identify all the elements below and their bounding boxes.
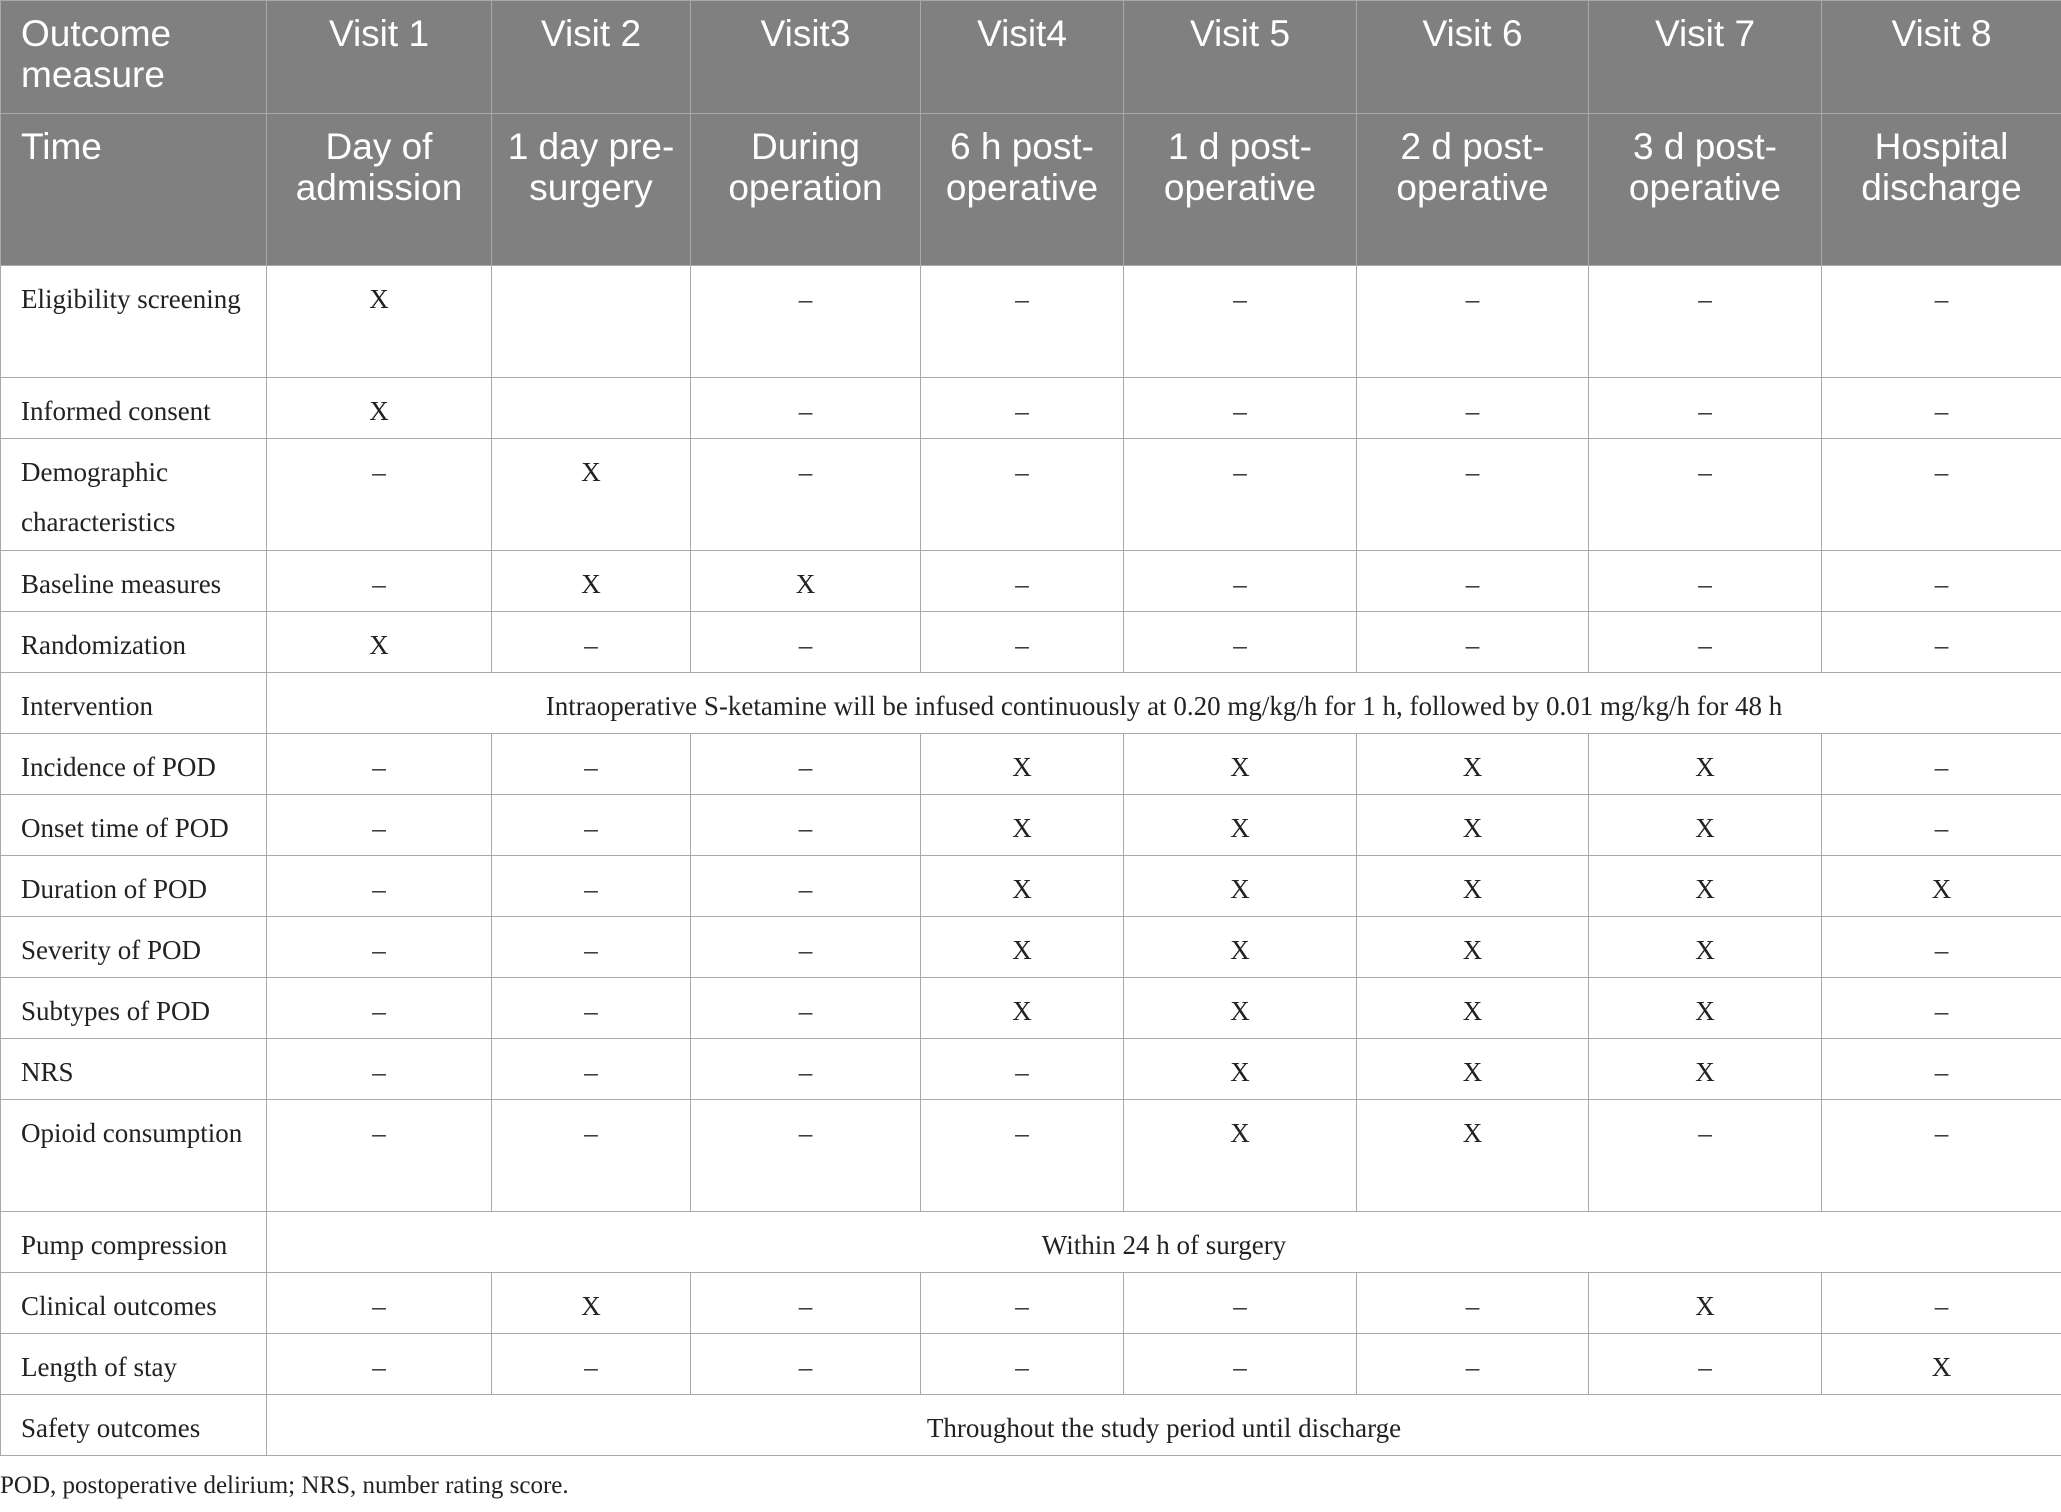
schedule-cell: – <box>921 1039 1124 1100</box>
schedule-cell: – <box>492 1039 691 1100</box>
schedule-cell: – <box>691 266 921 378</box>
schedule-cell: – <box>921 1100 1124 1212</box>
schedule-cell: – <box>691 1273 921 1334</box>
schedule-cell: X <box>1124 1039 1357 1100</box>
schedule-cell: – <box>1822 439 2061 551</box>
schedule-cell: – <box>921 378 1124 439</box>
schedule-cell: – <box>492 978 691 1039</box>
table-row <box>1 612 2061 673</box>
schedule-cell: – <box>1822 734 2061 795</box>
schedule-cell: X <box>267 612 492 673</box>
schedule-cell: X <box>1124 856 1357 917</box>
schedule-cell: – <box>691 978 921 1039</box>
schedule-cell: X <box>921 856 1124 917</box>
schedule-cell <box>492 378 691 439</box>
schedule-cell: – <box>492 612 691 673</box>
schedule-cell: – <box>1822 1039 2061 1100</box>
schedule-cell: – <box>267 795 492 856</box>
schedule-cell: X <box>1357 856 1589 917</box>
header-time: Time <box>1 114 267 266</box>
row-label: Severity of POD <box>1 917 267 978</box>
schedule-cell: – <box>267 917 492 978</box>
table-row <box>1 795 2061 856</box>
table-row <box>1 856 2061 917</box>
schedule-cell: – <box>1822 1100 2061 1212</box>
table-row <box>1 1334 2061 1395</box>
schedule-cell: – <box>1589 612 1822 673</box>
schedule-cell: – <box>267 734 492 795</box>
header-time-point: Hospital discharge <box>1822 114 2061 266</box>
header-time-point: Day of admission <box>267 114 492 266</box>
schedule-cell: X <box>1124 734 1357 795</box>
schedule-cell: X <box>1589 856 1822 917</box>
table-row <box>1 1395 2061 1456</box>
schedule-cell: X <box>1124 795 1357 856</box>
table-row <box>1 378 2061 439</box>
schedule-cell: X <box>921 978 1124 1039</box>
header-visit: Visit 1 <box>267 1 492 114</box>
table-row <box>1 734 2061 795</box>
schedule-cell: – <box>691 795 921 856</box>
header-time-point: 2 d post-operative <box>1357 114 1589 266</box>
schedule-cell: X <box>1357 734 1589 795</box>
schedule-cell: – <box>267 1273 492 1334</box>
header-outcome-measure: Outcome measure <box>1 1 267 114</box>
header-visit: Visit3 <box>691 1 921 114</box>
header-time-point: 6 h post-operative <box>921 114 1124 266</box>
schedule-cell: – <box>691 856 921 917</box>
row-label: Clinical outcomes <box>1 1273 267 1334</box>
schedule-cell: X <box>1124 1100 1357 1212</box>
schedule-cell: – <box>492 856 691 917</box>
schedule-cell: – <box>1124 612 1357 673</box>
schedule-cell: – <box>921 439 1124 551</box>
schedule-cell: – <box>492 795 691 856</box>
row-label: Length of stay <box>1 1334 267 1395</box>
header-visit: Visit 8 <box>1822 1 2061 114</box>
schedule-cell: X <box>267 378 492 439</box>
table-footnote: POD, postoperative delirium; NRS, number rating score. <box>0 1472 569 1499</box>
schedule-cell: – <box>1124 1334 1357 1395</box>
schedule-cell: – <box>1357 612 1589 673</box>
schedule-cell: – <box>1357 1334 1589 1395</box>
row-label: NRS <box>1 1039 267 1100</box>
schedule-cell: – <box>1822 1273 2061 1334</box>
schedule-body <box>1 266 2061 1456</box>
table-row <box>1 673 2061 734</box>
schedule-cell: – <box>1822 978 2061 1039</box>
header-visit: Visit 5 <box>1124 1 1357 114</box>
schedule-cell: – <box>691 1100 921 1212</box>
header-time-point: During operation <box>691 114 921 266</box>
schedule-cell: X <box>921 917 1124 978</box>
schedule-cell: – <box>921 266 1124 378</box>
schedule-cell: – <box>267 856 492 917</box>
schedule-cell: – <box>267 1334 492 1395</box>
schedule-cell: – <box>691 1334 921 1395</box>
schedule-cell: – <box>921 551 1124 612</box>
schedule-cell: – <box>267 978 492 1039</box>
header-visit: Visit 2 <box>492 1 691 114</box>
schedule-cell: X <box>492 439 691 551</box>
schedule-cell: – <box>267 439 492 551</box>
schedule-cell: – <box>1124 378 1357 439</box>
schedule-cell: X <box>492 1273 691 1334</box>
schedule-cell: – <box>1357 266 1589 378</box>
schedule-cell: X <box>691 551 921 612</box>
schedule-cell: – <box>691 439 921 551</box>
row-label: Eligibility screening <box>1 266 267 378</box>
header-time-point: 1 day pre-surgery <box>492 114 691 266</box>
schedule-cell: X <box>1589 1273 1822 1334</box>
schedule-cell: – <box>1822 266 2061 378</box>
row-label: Intervention <box>1 673 267 734</box>
schedule-cell: – <box>691 734 921 795</box>
schedule-cell: X <box>267 266 492 378</box>
row-label: Pump compression <box>1 1212 267 1273</box>
schedule-cell: X <box>1589 1039 1822 1100</box>
schedule-cell: – <box>691 378 921 439</box>
schedule-cell: – <box>921 612 1124 673</box>
schedule-cell: X <box>492 551 691 612</box>
schedule-cell: – <box>1822 612 2061 673</box>
schedule-cell: – <box>691 1039 921 1100</box>
schedule-cell: – <box>1357 439 1589 551</box>
schedule-cell <box>492 266 691 378</box>
table-row <box>1 1039 2061 1100</box>
table-row <box>1 1100 2061 1212</box>
schedule-cell: – <box>1822 917 2061 978</box>
schedule-cell: – <box>1589 1100 1822 1212</box>
schedule-cell: X <box>921 734 1124 795</box>
table-row <box>1 266 2061 378</box>
row-label: Baseline measures <box>1 551 267 612</box>
spanning-cell: Within 24 h of surgery <box>267 1212 2061 1273</box>
schedule-cell: X <box>1124 978 1357 1039</box>
schedule-cell: – <box>492 917 691 978</box>
schedule-cell: – <box>267 1039 492 1100</box>
header-visit: Visit 7 <box>1589 1 1822 114</box>
schedule-cell: X <box>921 795 1124 856</box>
table-row <box>1 978 2061 1039</box>
row-label: Incidence of POD <box>1 734 267 795</box>
row-label: Informed consent <box>1 378 267 439</box>
header-visit: Visit 6 <box>1357 1 1589 114</box>
schedule-cell: X <box>1589 917 1822 978</box>
schedule-cell: – <box>267 551 492 612</box>
row-label: Demographic characteristics <box>1 439 267 551</box>
schedule-cell: – <box>267 1100 492 1212</box>
schedule-cell: X <box>1357 978 1589 1039</box>
schedule-cell: X <box>1357 917 1589 978</box>
schedule-cell: X <box>1589 795 1822 856</box>
row-label: Safety outcomes <box>1 1395 267 1456</box>
header-row-visits <box>1 1 2061 114</box>
schedule-cell: X <box>1822 856 2061 917</box>
schedule-cell: – <box>1357 1273 1589 1334</box>
table-row <box>1 1273 2061 1334</box>
schedule-cell: – <box>492 734 691 795</box>
schedule-cell: X <box>1357 1100 1589 1212</box>
row-label: Opioid consumption <box>1 1100 267 1212</box>
table-row <box>1 439 2061 551</box>
schedule-cell: – <box>1822 551 2061 612</box>
schedule-cell: – <box>492 1334 691 1395</box>
header-row-time <box>1 114 2061 266</box>
schedule-cell: – <box>691 917 921 978</box>
schedule-cell: X <box>1822 1334 2061 1395</box>
schedule-cell: – <box>1589 551 1822 612</box>
schedule-cell: – <box>921 1334 1124 1395</box>
schedule-cell: – <box>492 1100 691 1212</box>
schedule-cell: X <box>1357 795 1589 856</box>
schedule-cell: – <box>1822 378 2061 439</box>
schedule-cell: X <box>1124 917 1357 978</box>
row-label: Subtypes of POD <box>1 978 267 1039</box>
schedule-cell: – <box>1589 439 1822 551</box>
schedule-cell: – <box>1589 378 1822 439</box>
table-row <box>1 1212 2061 1273</box>
row-label: Duration of POD <box>1 856 267 917</box>
schedule-cell: – <box>1124 266 1357 378</box>
schedule-cell: X <box>1589 734 1822 795</box>
table-row <box>1 917 2061 978</box>
schedule-cell: – <box>1822 795 2061 856</box>
schedule-cell: – <box>1357 378 1589 439</box>
schedule-cell: – <box>1357 551 1589 612</box>
schedule-cell: – <box>921 1273 1124 1334</box>
schedule-cell: – <box>1124 1273 1357 1334</box>
schedule-cell: – <box>1124 551 1357 612</box>
row-label: Randomization <box>1 612 267 673</box>
schedule-cell: – <box>1589 266 1822 378</box>
spanning-cell: Throughout the study period until discharge <box>267 1395 2061 1456</box>
table-row <box>1 551 2061 612</box>
schedule-cell: – <box>1589 1334 1822 1395</box>
header-time-point: 3 d post-operative <box>1589 114 1822 266</box>
schedule-cell: – <box>691 612 921 673</box>
schedule-cell: X <box>1357 1039 1589 1100</box>
header-time-point: 1 d post-operative <box>1124 114 1357 266</box>
schedule-cell: – <box>1124 439 1357 551</box>
header-visit: Visit4 <box>921 1 1124 114</box>
row-label: Onset time of POD <box>1 795 267 856</box>
schedule-cell: X <box>1589 978 1822 1039</box>
spanning-cell: Intraoperative S-ketamine will be infused continuously at 0.20 mg/kg/h for 1 h, followed by 0.01 mg/kg/h for 48 h <box>267 673 2061 734</box>
